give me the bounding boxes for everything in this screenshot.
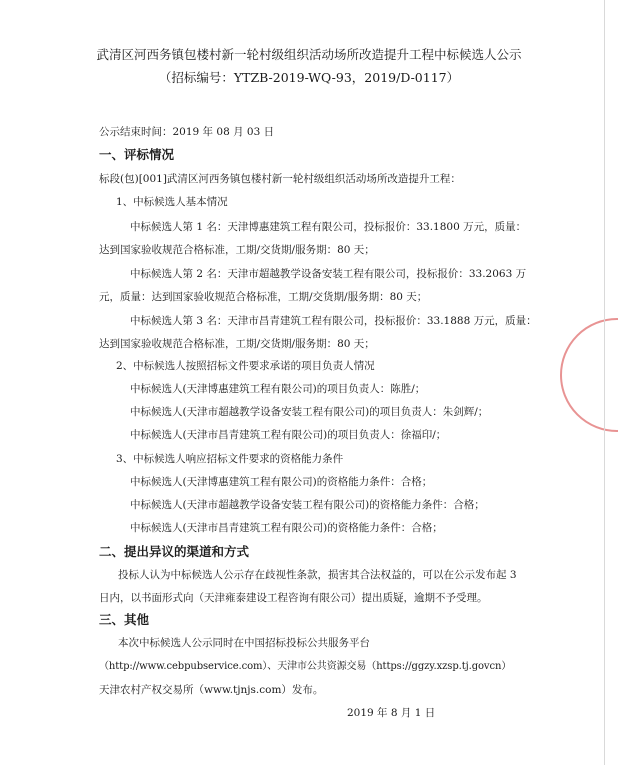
qualification-item: 中标候选人(天津博惠建筑工程有限公司)的资格能力条件：合格； [130, 476, 433, 488]
manager-item: 中标候选人(天津市昌青建筑工程有限公司)的项目负责人：徐福印/； [130, 429, 447, 441]
other-line-1: 本次中标候选人公示同时在中国招标投标公共服务平台 [118, 637, 370, 649]
sub2-heading: 2、中标候选人按照招标文件要求承诺的项目负责人情况 [116, 360, 375, 372]
lot-line: 标段(包)[001]武清区河西务镇包楼村新一轮村级组织活动场所改造提升工程： [99, 173, 461, 185]
candidate3-line-b: 达到国家验收规范合格标准，工期/交货期/服务期：80 天； [99, 338, 375, 350]
candidate1-line-a: 中标候选人第 1 名：天津博惠建筑工程有限公司，投标报价：33.1800 万元，质量： [130, 221, 527, 233]
section3-heading: 三、其他 [99, 612, 150, 627]
manager-item: 中标候选人(天津市超越教学设备安装工程有限公司)的项目负责人：朱剑辉/； [130, 406, 489, 418]
candidate1-line-b: 达到国家验收规范合格标准，工期/交货期/服务期：80 天； [99, 244, 375, 256]
objection-line-1: 投标人认为中标候选人公示存在歧视性条款，损害其合法权益的，可以在公示发布起 3 [118, 569, 517, 581]
section1-heading: 一、评标情况 [99, 147, 175, 162]
title-line-2: （招标编号：YTZB-2019-WQ-93，2019/D-0117） [158, 70, 460, 85]
other-line-3: 天津农村产权交易所（www.tjnjs.com）发布。 [99, 684, 324, 696]
candidate2-line-b: 元，质量：达到国家验收规范合格标准，工期/交货期/服务期：80 天； [99, 291, 428, 303]
manager-item: 中标候选人(天津博惠建筑工程有限公司)的项目负责人：陈胜/； [130, 383, 426, 395]
title-line-1: 武清区河西务镇包楼村新一轮村级组织活动场所改造提升工程中标候选人公示 [96, 47, 522, 62]
other-line-2: （http://www.cebpubservice.com）、天津市公共资源交易（https://ggzy.xzsp.tj.govcn） [99, 661, 512, 672]
objection-line-2: 日内，以书面形式向（天津雍泰建设工程咨询有限公司）提出质疑，逾期不予受理。 [99, 592, 488, 604]
candidate3-line-a: 中标候选人第 3 名：天津市昌青建筑工程有限公司，投标报价：33.1888 万元，质量： [130, 315, 537, 327]
page-edge-divider [604, 0, 605, 765]
section2-heading: 二、提出异议的渠道和方式 [99, 544, 250, 559]
end-time: 公示结束时间：2019 年 08 月 03 日 [99, 126, 275, 138]
sub3-heading: 3、中标候选人响应招标文件要求的资格能力条件 [116, 453, 344, 465]
candidate2-line-a: 中标候选人第 2 名：天津市超越教学设备安装工程有限公司，投标报价：33.2063 万 [130, 268, 527, 280]
qualification-item: 中标候选人(天津市昌青建筑工程有限公司)的资格能力条件：合格； [130, 522, 443, 534]
publish-date: 2019 年 8 月 1 日 [347, 707, 436, 719]
sub1-heading: 1、中标候选人基本情况 [116, 196, 228, 208]
qualification-item: 中标候选人(天津市超越教学设备安装工程有限公司)的资格能力条件：合格； [130, 499, 485, 511]
